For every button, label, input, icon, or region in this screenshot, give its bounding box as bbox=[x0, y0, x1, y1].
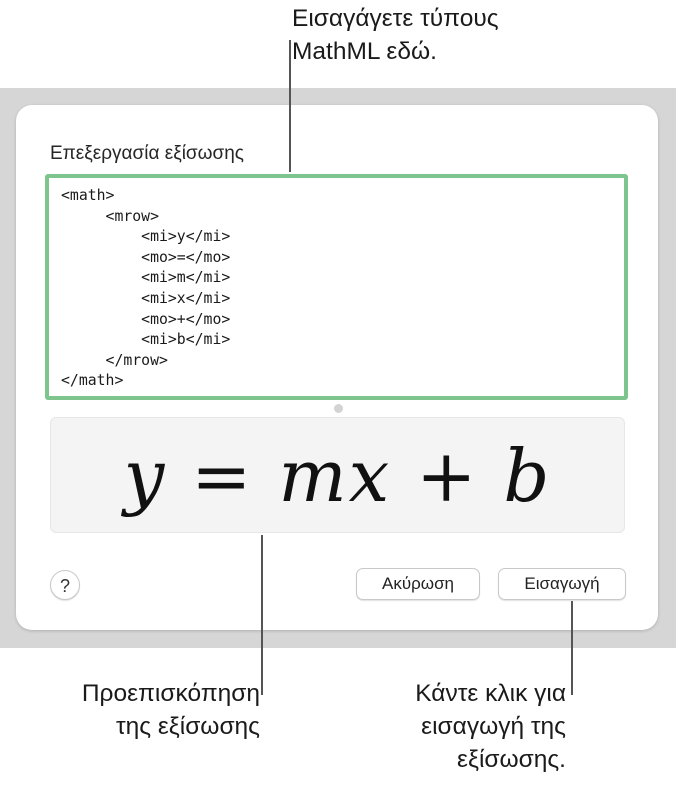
resize-handle[interactable] bbox=[334, 404, 343, 413]
callout-insert bbox=[340, 677, 566, 776]
leader-line-insert bbox=[571, 601, 573, 695]
mathml-editor[interactable] bbox=[45, 174, 628, 400]
leader-line-preview bbox=[261, 535, 263, 695]
insert-button[interactable]: Εισαγωγή bbox=[498, 568, 626, 600]
callout-line: εξίσωσης. bbox=[457, 746, 566, 773]
callout-preview bbox=[30, 677, 260, 743]
mathml-code[interactable]: <math> <mrow> <mi>y</mi> <mo>=</mo> <mi>m</mi> <mi>x</mi> <mo>+</mo> <mi>b</mi> </mrow> </math> bbox=[61, 187, 231, 390]
callout-line: Εισαγάγετε τύπους bbox=[292, 5, 499, 32]
preview-formula: y = mx + b bbox=[123, 434, 552, 518]
section-label: Επεξεργασία εξίσωσης bbox=[50, 143, 244, 164]
equation-preview bbox=[50, 417, 625, 533]
callout-line: της εξίσωσης bbox=[115, 713, 260, 740]
callout-mathml-entry bbox=[292, 2, 499, 68]
callout-line: Προεπισκόπηση bbox=[81, 680, 260, 707]
callout-line: εισαγωγή της bbox=[421, 713, 566, 740]
cancel-button[interactable]: Ακύρωση bbox=[356, 568, 480, 600]
callout-line: Κάντε κλικ για bbox=[415, 680, 566, 707]
callout-line: MathML εδώ. bbox=[292, 38, 437, 65]
leader-line-mathml bbox=[289, 40, 291, 172]
help-button[interactable]: ? bbox=[50, 570, 80, 600]
